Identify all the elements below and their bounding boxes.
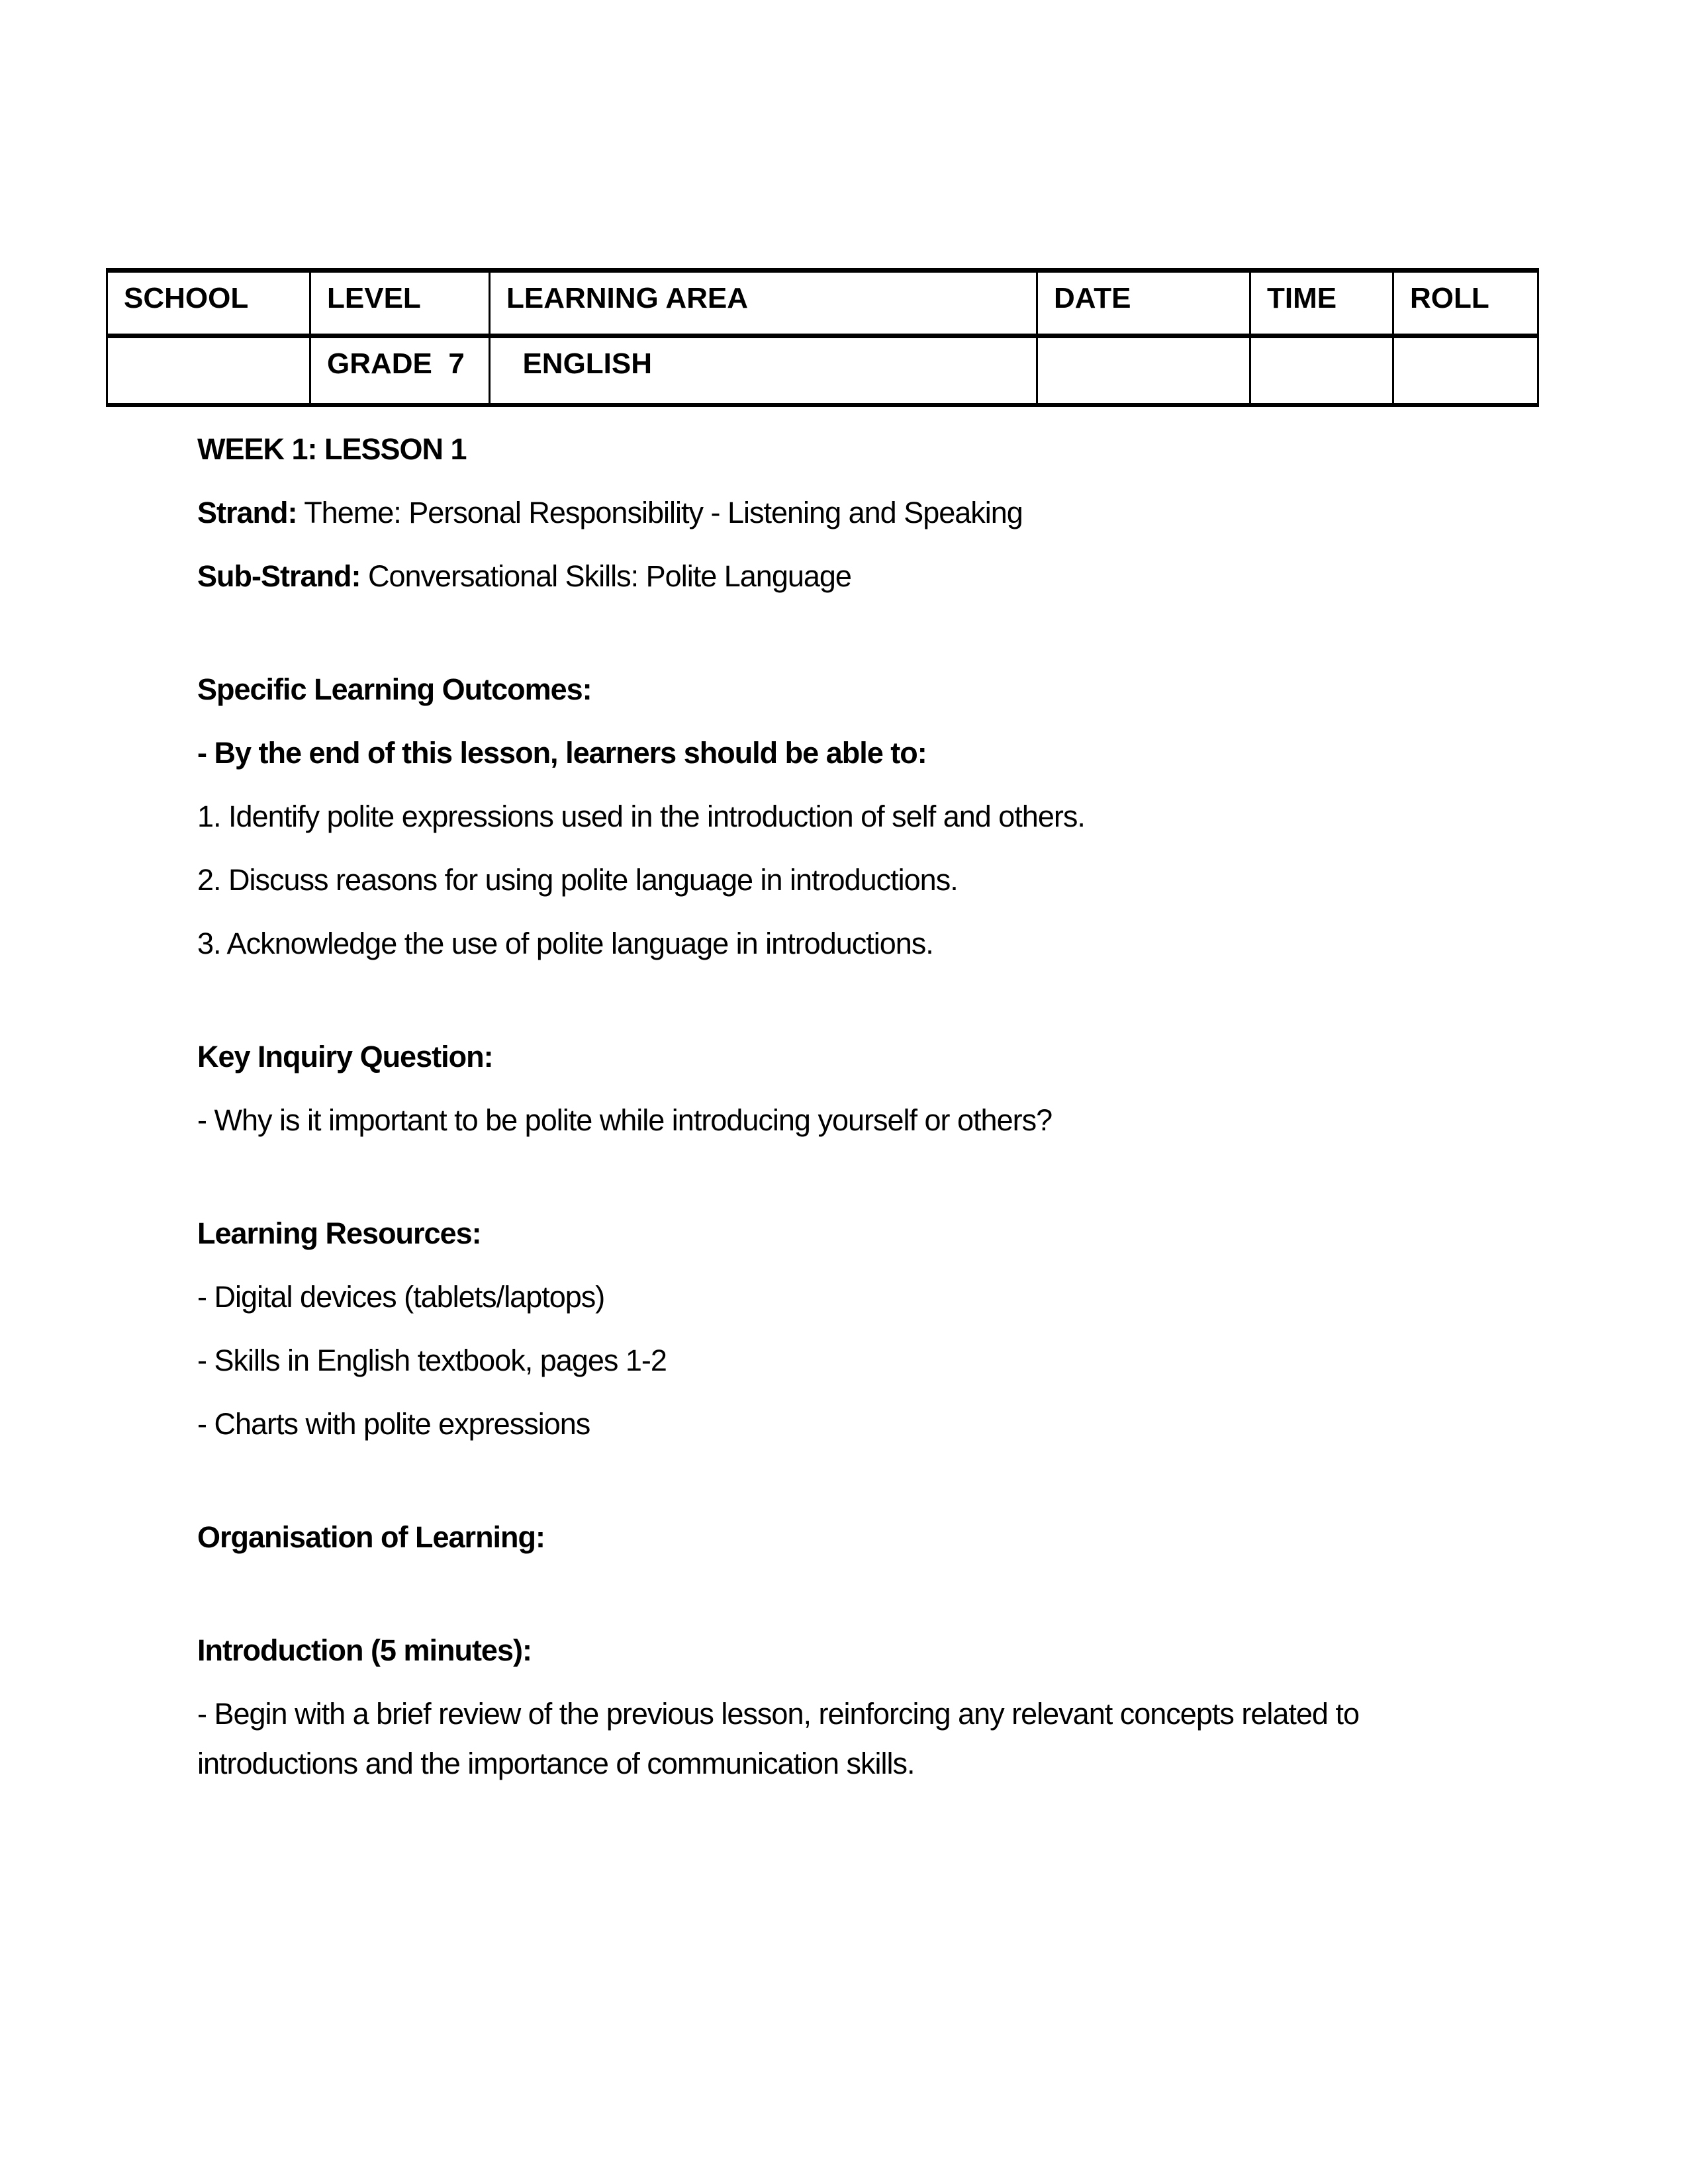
paragraph-sub-strand	[197, 551, 1516, 601]
paragraph-week-lesson-title	[197, 424, 1516, 474]
text-run: - Charts with polite expressions	[197, 1406, 590, 1441]
header-cell-learning-area: LEARNING AREA	[490, 271, 1037, 336]
paragraph-introduction-body	[197, 1689, 1516, 1788]
document-content	[124, 268, 1516, 1802]
paragraph-outcomes-intro	[197, 728, 1516, 778]
value-cell-time	[1250, 336, 1393, 405]
paragraph-resource-2	[197, 1336, 1516, 1385]
paragraph-outcome-3	[197, 919, 1516, 968]
text-run: - By the end of this lesson, learners should be able to:	[197, 735, 927, 770]
paragraph-introduction-heading	[197, 1625, 1516, 1675]
value-cell-learning-area: ENGLISH	[490, 336, 1037, 405]
lesson-body	[197, 424, 1516, 1788]
value-cell-level: GRADE 7	[310, 336, 490, 405]
header-table-value-row	[107, 336, 1538, 405]
header-table-head-row	[107, 271, 1538, 336]
lesson-header-table	[106, 268, 1539, 407]
value-cell-date	[1037, 336, 1250, 405]
text-run: - Digital devices (tablets/laptops)	[197, 1279, 605, 1314]
value-cell-roll	[1393, 336, 1538, 405]
text-run: Sub-Strand:	[197, 559, 361, 593]
text-run: Organisation of Learning:	[197, 1520, 545, 1554]
paragraph-outcome-1	[197, 792, 1516, 841]
text-run: 2. Discuss reasons for using polite language in introductions.	[197, 862, 958, 897]
text-run: 3. Acknowledge the use of polite language in introductions.	[197, 926, 933, 960]
header-cell-time: TIME	[1250, 271, 1393, 336]
paragraph-resource-1	[197, 1272, 1516, 1322]
text-run: Specific Learning Outcomes:	[197, 672, 592, 706]
text-run: - Begin with a brief review of the previous lesson, reinforcing any relevant concepts related to introductions and the importance of communication skills.	[197, 1696, 1367, 1780]
header-cell-level: LEVEL	[310, 271, 490, 336]
paragraph-outcome-2	[197, 855, 1516, 905]
text-run: Strand:	[197, 495, 297, 529]
text-run: WEEK 1: LESSON 1	[197, 432, 467, 466]
text-run: - Why is it important to be polite while introducing yourself or others?	[197, 1103, 1053, 1137]
paragraph-organisation-heading	[197, 1512, 1516, 1562]
text-run: Conversational Skills: Polite Language	[360, 559, 851, 593]
paragraph-specific-learning-outcomes-heading	[197, 664, 1516, 714]
paragraph-resource-3	[197, 1399, 1516, 1449]
text-run: Introduction (5 minutes):	[197, 1633, 532, 1667]
paragraph-learning-resources-heading	[197, 1208, 1516, 1258]
text-run: 1. Identify polite expressions used in the introduction of self and others.	[197, 799, 1085, 833]
text-run: Theme: Personal Responsibility - Listening and Speaking	[297, 495, 1023, 529]
paragraph-key-inquiry-heading	[197, 1032, 1516, 1081]
header-cell-date: DATE	[1037, 271, 1250, 336]
text-run: Learning Resources:	[197, 1216, 481, 1250]
header-cell-roll: ROLL	[1393, 271, 1538, 336]
header-cell-school: SCHOOL	[107, 271, 310, 336]
paragraph-strand	[197, 488, 1516, 537]
value-cell-school	[107, 336, 310, 405]
text-run: - Skills in English textbook, pages 1-2	[197, 1343, 667, 1377]
text-run: Key Inquiry Question:	[197, 1039, 493, 1073]
paragraph-key-inquiry-question	[197, 1095, 1516, 1145]
